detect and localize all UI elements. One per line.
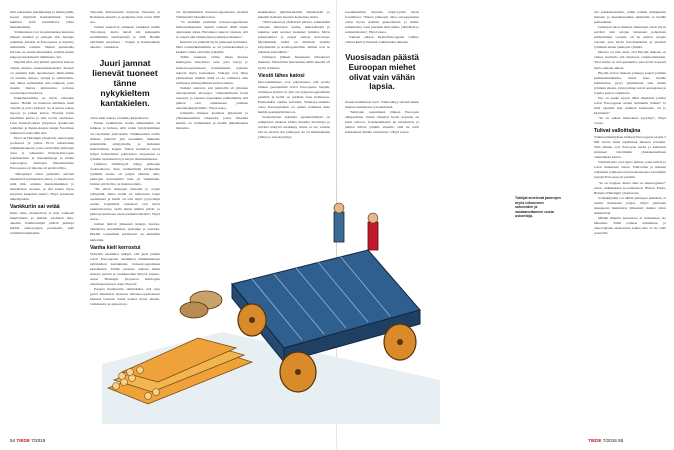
paragraph: "Niitä uskontoja yhdistävät piirteet, esimerkiksi vainajan muistojen asema, muistomerkit ja kunnian sekä sotaiset keskeiset jumalat. Myös jumalolennot ja paljon samoja kerrontoja. Myöhemmin heiltä on lähtöisin ajattelu kirjoituksiin ja kosmogonioihin. Jamnat ovat se yhteinen kantalähde."	[258, 20, 330, 55]
right-folio	[588, 438, 623, 443]
paragraph: Dna-tutkimukset ovat paljastaneet, että aroilta tulleen geeniperimä levisi Euroopassa laajalle. Jamnojen perimä on yhä osa nykyeurooppalaisten perimää ja heiltä on peräisin noin kolmasosa. Esimerkiksi vanhin selvitetty Yamnaya-aineksia oleva Europpalainen on saman kaltainen kuin heidän geeniperimänsä on.	[258, 79, 330, 114]
subhead: Vankkuriin sai vetää	[10, 203, 60, 210]
paragraph: "He elivät laaksojen rinnoilla ja arojen ylängöillä, mutta heillä oli hallussaan laajat asuinalueet ja heillä oli toki myös pysyvämpi asutus. Laajimmat vaikutteet ovat myös tunnistettavissa siellä missä lehmät elävät, ja jamnoja kutsutaan usein paimentolaisiksi", Heyd sanoo.	[90, 187, 160, 222]
paragraph: Näyttää siltä, että jamnat ajatelivat haavaa vainen muusta rakennusinstalseksi. Kuopat on asuitettu kuin lepohuoneet: läkki-niillen on aseteltu matoja, työnpä ja sainiuutettu. Sen näkee esimerkiksi niin tarkkaan, joten moniin muista kulttuurista pollessa tavoitettujen haudoista.	[10, 60, 74, 95]
paragraph: Jamnojen tulon ilmeiset aiheuttajat olivat myös selvästi vain satojen tuhansien pohjoisten kivikautisten vuosien, eli he asuivat satojen vuosien ajan hyvin harvalukuisina ja pienissä ryhmissä ennen jamnojen ryhmää.	[594, 25, 666, 50]
paragraph: Väkivaltaisia ovat myös jamnat, jotka tulivat ja toivat mukanaan valtaa. Väkivallan ja miesten johtamien jamnojen uutta hautaustapaa toteutettiin laajasti Euroopan eri puolilla.	[594, 160, 666, 180]
paragraph: Samaan aikaan Keski-Eurooppaan vaihtui, vaihtui kieli ja muuttui vaikutteiden mukana.	[345, 35, 419, 45]
paragraph: Heydin arvion mukaan jamnoja saapui joitakin kymmeniätuhansia, mutta koko heidän kulttuurinsa pysyi yhtenäisenä aina niiden ryhmien aikana, joista jamnat saivat seuraajansa ja lopulta paljon vaikutteita.	[594, 70, 666, 95]
magazine-name: TIEDE	[16, 438, 30, 443]
paragraph: keskikaisten jumaltarinoiden lähtökohdat ja keksijät sisäisten haavien keskeinen tarina.	[258, 10, 330, 20]
paragraph: Heyd on Helsingin yliopiston arkeologian professori ja johtaa EU:n rahoittaman tutkimushanketta, jossa selvitetään jamnojen tuloa ja vaikutusta Pohjois-Euroopan rautakaudella ja hautakumpuja ja niiden arkeologiaa. Jamnojen ilmaantuminen Euroopassa eri aikoina oli epätavallista.	[10, 136, 74, 171]
paragraph: "Jamnojen saapumisen jälkeen Euroopan alkuperäinen väestö vähentyi hyvin nopeasti eli kuoli ruttoon. Todennäköisesti he tuhoutuivat ja jamnat tulivat tyhjälle alueelle, sillä he eivät kohdanneet mitään vastarintaa", Heyd toteaa.	[345, 109, 419, 134]
paragraph: Tutkijat olettavat, että jamnoilla oli yhteinen uskonnollinen ideologia. "Jamnakulttuuri levisi nopeasti, ja yleensä nopeudesta päättelemme että jamnat ovat omaksuneet yhteisen uskomusjärjestelmän", Heyd sanoo.	[176, 85, 248, 110]
paragraph: Kielestä voi päätellä myös jamnojen kulttuuria. Mitä todennäköisimmin se oli patriarkaalinen ja keskitti vallan valtaville johtajille.	[176, 40, 248, 55]
pull-quote: Vuosisadan päästä Euroopan miehet olivat vain vähän lapsia.	[345, 53, 419, 92]
paragraph: Geenitutkimus muuttaa näkyvyyden myös fossiileissa: "Ennen jamnojen tuloa eurooppalaiset olivat hyvin erilaisia geneettisesti, ja melko samanlaisia. Luut jäsennät siitä melko yhtenäisiä ja samankaltaisia", Heyd sanoo.	[345, 10, 419, 35]
issue-number: 7/2016	[31, 438, 46, 443]
subhead: Vanha kieli kerrostui	[90, 244, 141, 251]
paragraph: "Jo aiemmin tiesimme indoeurooppalaisten kieltensukupuusta sijainti vaiheen 3000 ennen ajanlaskun alkua. Havainnot tukevat toisiaan, että se saapui niin nimenomaan jamnojen mukana."	[176, 20, 248, 40]
paragraph: mosen kulttuuriset tavat. Tämä näkyy selvästi muun muassa asumisessa ja hautalöissä.	[345, 99, 419, 109]
page-number: 54	[10, 438, 16, 443]
paragraph: "Se on selkeä muutoksen kysymys", Heyd vastaa.	[594, 115, 666, 126]
paragraph: Mitään ihmettä luettavissa ei kuitenkaan ole lähteisiin. Tämä todistaa tutkimusta, ja arkeologisten aineistoista selkeä tieto ei ole vielä saatavilla.	[594, 215, 666, 235]
left-folio	[10, 438, 45, 443]
paragraph: Tähän suuntaan viittaa muun muassa kuningasta tarkoittava sana, joka löytyy jo indoeurooppalaisesta kantakielestä. Ajatusta tukevat myös hautaukset. Vainajat ovat lähes yksinomaan miehiä, mikä ei ole vallitseva aina sellaisissa ihmisryhmissä tuohon aikaan.	[176, 55, 248, 85]
paragraph: Nykyään useimmat tutkijat, että juuri jamnat toivat Eurooppaan useimpien tämänhetkisten nykykielten kantakielen, indoeurooppalaisen kantakielen. Tämän puolesta todistaa muun muassa pyörän ja vankkureiden liittyvä sanasto, sanoo Helsingin yliopiston indologian emeritusprofessori Asko Parpola.	[90, 251, 160, 286]
paragraph: nin joukkohautoihin, joihin pantiin kumpuisten miesten ja tuntemattomien tekijöiden ja heidän perheidensä.	[594, 10, 666, 25]
right-column-2	[594, 10, 666, 435]
left-column-3	[176, 10, 248, 200]
wagon-illustration	[102, 192, 440, 424]
paragraph: Jamnojen jälkeen hautausten mittakaava muuttuu. Vaikuttavin hautausmaa niillä alueilla oli hyvin erilainen.	[258, 55, 330, 70]
pull-quote: Juuri jamnat lienevät tuoneet tänne nykykieltem kantakielen.	[92, 58, 158, 109]
paragraph: Suomalaisten kohdalla geeniperimässä on tutkijoiden mukaan itäistä muualla havaittuja ja selvästi näkyviä merkkejä, mutta ei ole varmaa että ne olisivat itse jamnojen. Se on tutkimukselle yllätys ja uusi kysymys.	[258, 114, 330, 140]
paragraph: Muutos on niin suuri, että Heydin mukaan on vaikea kuvitella sitä muutosta rauhanomaiseksi. Yksi selitys on ruttopandemia, joka levisi nopeasti myös samaan aikaan.	[594, 50, 666, 70]
paragraph: "Jalkapohjat olivat jamnoille selvästi merkittävä kulttuurinen piirre, ja huomioivat niitä mm. eräiden muistomerkkien ja hautakivien tasoissa, ja sitä kautta myös kuopissa keskeistä tutkia", Heyd perustelee näkemystään.	[10, 171, 74, 201]
paragraph: Jamnoilla ilmenee kosmista järjestystä ja yhteiskunnallisia rakenteita, joissa tärkeintä kenties on vanhempien ja heidän jälkeläistensä hierarkia.	[176, 110, 248, 131]
paragraph: vat myöhemmissä indoeurooppalaisissa kielissä Välimereltä Skandinaviaan.	[176, 10, 248, 20]
paragraph: olivat kuin lautoja vaunuilla kuljetettavat.	[90, 116, 150, 121]
subhead: Tulivat valloittajina	[594, 128, 641, 135]
right-column-1	[345, 10, 419, 185]
image-caption: Tutkijat arvelevat jamnojen myös tuhonneen sotureiden ja vastaanottaneen uusia uskontoja.	[515, 196, 561, 219]
paragraph: Tripolien kulttuuripiiri nykyisen Ukrainan ja Romanian alueella ja ajankohta noin vuosi 3500 eaa.	[90, 10, 160, 25]
paragraph: Sodankäynnin voi nähdä jamnojen keihäistä, ei aseilla mukanaan paljon. Myös jamnojen sukupuolet muuttuivat jälkeensä: miehet olivat merkittäviä.	[594, 195, 666, 215]
issue-number: 7/2016	[602, 438, 617, 443]
page-number: 55	[618, 438, 624, 443]
paragraph: Parpola huomauttaa esimerkiksi, että sana pyörä muistuttaa monessa indoeurooppalaisessa kielessä toisiaan. Sama koskee myös akselia, vankkureita ja ajoneuvoja.	[90, 286, 160, 307]
paragraph: Nyt on pakko kysyä. Mitä ilmeisesti jamnat toivat Eurooppaan uuden kulttuurin lisäksi? Ja mitä tapahtui kun sisäinen keskustelu oli jo käynnissä?	[594, 95, 666, 115]
magazine-name: TIEDE	[588, 438, 602, 443]
paragraph: Jamnat jättivät jälkeensä hiekoja hautoja, taidekuvia, keramiikkaa, työkaluja ja vaatteita. Heidän sosiaalinen perintönsä on kuitenkin heikompi.	[90, 222, 160, 242]
paragraph: Jamnat saattoivat omaksua vankkurit tämän Tripoljesta, mutta heistä tuli kulkupelin ensimmäisiä suurkäyttäjiä ja niitä. Heidän elävimpiä tuoteitaan – Volgan ja Kaukasuksen alueilla – vankkuria.	[90, 25, 160, 50]
paragraph: "Se on loogiset, mutta onko se arkeologinen?" sanoo tutkimuksen koordinaattori Bianca Preda-Balanica Helsingin yliopistosta.	[594, 180, 666, 195]
subhead: Viestö lähes katosi	[258, 72, 305, 79]
paragraph: Liikkuva elämäntyyli näkyy jamnojen ruokavaliossa. Kun vanhemmilla kivikauden ryhmillä aroilla oli paljon eläinten luita, jamnojen kaivauksilla luita on vähemmän. Jamnat söivät liha- ja maitotuotteita.	[90, 161, 160, 186]
paragraph: Vanhan näkemyksen mukaan Eurooppaan saapui 5 000 vuotta sitten tapahtunut miesten sotaretki. Siitä lähtien ovat Euroopan kielet ja kulttuurit levinneet vahvimmin yhteiskunnallisen vaikutuksen kautta.	[594, 135, 666, 160]
paragraph: Valtakunnan ovat vuosituhansien kuluessa jääneet meinien ja peltojen alle, haudoja tutkeman joitakin ni Euroopassa ja käytetty mainituille toheilta. Niiden perusteella kaivaus on saanut mineisäksi, vesiläis kielen kuppoja merkitsevät tutkimusta. Isä.	[10, 30, 74, 60]
left-column-4	[258, 10, 330, 200]
paragraph: lella rakennetut haudakumpu ja niiden päälle kootut näyttävät haudakummut. Useiti kummut vielä kerrallittava ylisin hautameriksin.	[10, 10, 74, 30]
paragraph: Kuka tulee, matkustavat ja kävi vaikeasti muuttamatta ja maiden toisilleen maa-alueilla. Kielitieteilijät pitävät jamnoja heidän arkeologisen perusteella sekä ryhmänä kuljettajina.	[10, 210, 74, 235]
paragraph: Pokkahaudoillen on myös vainajien asento. Heidät on haudattu selälleen, käsit vierellä ja polvi yhdessä. Se ei kuvaa taakse lepoon, ja jatkuu kertaa. Yleensä ivattu maailman kertaa ja sille tavoin asettaneet. Usea Pennsylvanian yliopiston ajankuvaan johdemat ja Keski-Aasian tutkija Fereidoun tulkitsevat asian näin että.	[10, 95, 74, 136]
paragraph: Ennen vankkureita aroilla liikkuminen oli ruhkeaa ja hidasta, sillä veden hyödyntäminen oli rajoittunut jokivarsille. Vankkureiden avulla ihmiset pääsivät yhä useammin liikkeelle pidemmille etäisyyksille, ja laidunten mahdollisuus laajeni. Siihen kuuluivat myös lyhyet kohtaamiset jokivarsien suojaisessa ja ryhmän ruokahuollon ja karjan laiduntamisessa.	[90, 121, 160, 161]
left-column-1	[10, 10, 74, 435]
